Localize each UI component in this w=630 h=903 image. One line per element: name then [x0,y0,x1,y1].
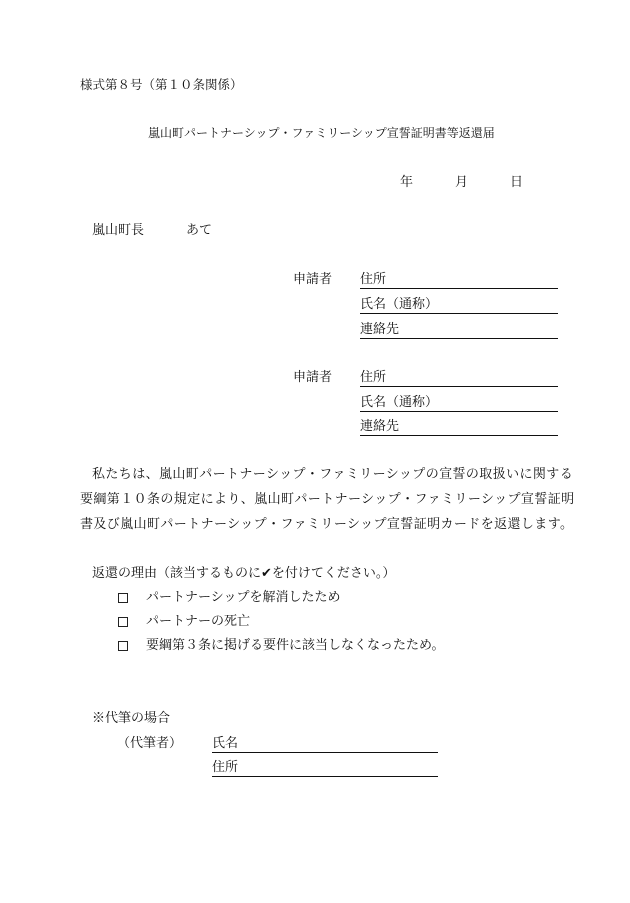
proxy-address-field[interactable] [212,759,438,777]
applicant-name-field[interactable] [360,394,558,412]
applicant-label: 申請者 [293,272,333,287]
body-line: 私たちは、嵐山町パートナーシップ・ファミリーシップの宣誓の取扱いに関する [92,467,574,482]
reason-option-label: パートナーの死亡 [146,614,251,629]
form-title: 嵐山町パートナーシップ・ファミリーシップ宣誓証明書等返還届 [148,126,495,140]
applicant-contact-field[interactable] [360,418,558,436]
body-line: 要綱第１０条の規定により、嵐山町パートナーシップ・ファミリーシップ宣誓証明 [80,492,575,507]
proxy-heading: ※代筆の場合 [92,711,171,726]
field-label: 連絡先 [360,419,400,434]
applicant-label: 申請者 [293,370,333,385]
reason-option-label: 要綱第３条に掲げる要件に該当しなくなったため。 [146,638,445,653]
applicant-contact-field[interactable] [360,321,558,339]
date-day-label: 日 [510,175,524,190]
reason-heading: 返還の理由（該当するものに✔を付けてください。） [92,566,396,581]
body-line: 書及び嵐山町パートナーシップ・ファミリーシップ宣誓証明カードを返還します。 [80,517,574,532]
proxy-name-field[interactable] [212,735,438,753]
reason-checkbox[interactable] [118,617,128,627]
form-number: 様式第８号（第１０条関係） [80,77,243,92]
date-year-label: 年 [400,175,414,190]
field-label: 氏名（通称） [360,297,439,312]
date-month-label: 月 [455,175,469,190]
reason-option-label: パートナーシップを解消したため [146,590,341,605]
applicant-address-field[interactable] [360,271,558,289]
reason-checkbox[interactable] [118,593,128,603]
field-label: 住所 [212,760,239,775]
field-label: 氏名 [212,736,239,751]
field-label: 住所 [360,272,387,287]
field-label: 連絡先 [360,322,400,337]
field-label: 氏名（通称） [360,395,439,410]
reason-checkbox[interactable] [118,641,128,651]
applicant-name-field[interactable] [360,296,558,314]
field-label: 住所 [360,370,387,385]
applicant-address-field[interactable] [360,369,558,387]
proxy-label: （代筆者） [117,736,183,751]
addressee-suffix: あて [186,223,213,238]
addressee-name: 嵐山町長 [92,223,145,238]
